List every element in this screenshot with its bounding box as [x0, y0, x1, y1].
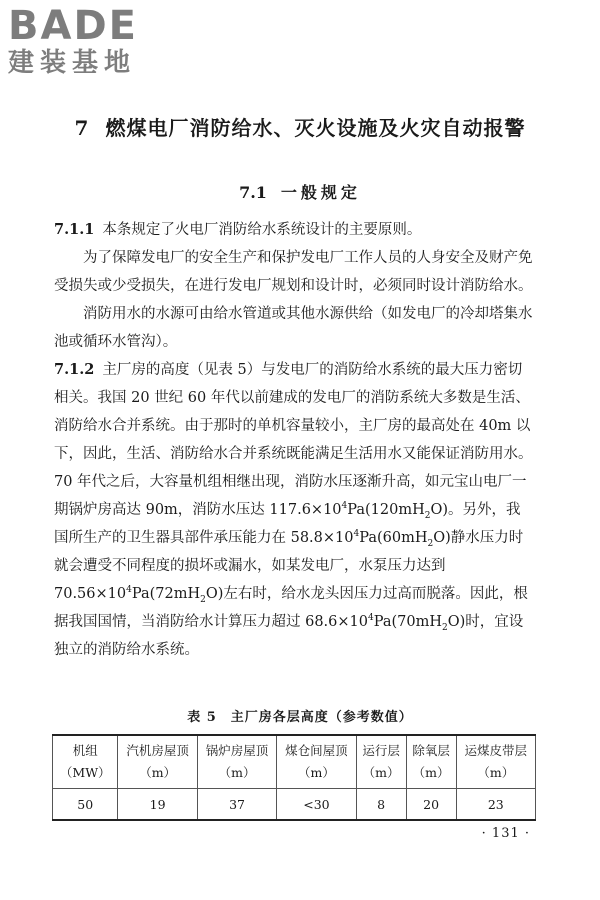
chapter-title: 燃煤电厂消防给水、灭火设施及火灾自动报警 — [105, 116, 526, 140]
column-header: 除氧层 （m） — [406, 735, 456, 789]
section-heading — [0, 180, 600, 203]
table-header-row — [53, 735, 536, 789]
table-cell: 19 — [118, 789, 197, 821]
publisher-logo — [8, 4, 138, 78]
logo-chinese: 建装基地 — [8, 48, 137, 78]
paragraph-text: Pa(72mH — [131, 586, 201, 602]
paragraph-text: 消防用水的水源可由给水管道或其他水源供给（如发电厂的冷却塔集水池或循环水管沟）。 — [54, 306, 533, 350]
paragraph — [54, 356, 534, 664]
superscript: 4 — [341, 501, 348, 512]
paragraph — [54, 244, 534, 300]
section-number: 7.1 — [239, 183, 267, 202]
paragraph-text: Pa(120mH — [347, 502, 425, 518]
column-header: 运煤皮带层 （m） — [456, 735, 535, 789]
building-height-table — [52, 734, 536, 821]
superscript: 4 — [368, 613, 374, 624]
paragraph-text: Pa(60mH — [359, 530, 428, 546]
paragraph — [54, 300, 534, 356]
table-cell: 50 — [53, 789, 118, 821]
paragraph-text: O)静水压力时就会遭受不同程度的损坏或漏水，如某发电厂，水泵压力达到 70.56×10 — [54, 530, 524, 602]
table-cell: 8 — [356, 789, 406, 821]
chapter-heading — [0, 112, 600, 141]
paragraph-text: 主厂房的高度（见表 5）与发电厂的消防给水系统的最大压力密切相关。我国 20 世纪 60 年代以前建成的发电厂的消防系统大多数是生活、消防给水合并系统。由于那时的单机容量较小，主厂房的最高处在 40m 以下，因此，生活、消防给水合并系统既能满足生活用水又能保证消防用水。70 年代之后，大容量机组相继出现，消防水压逐渐升高，如元宝山电厂一期锅炉房高达 90m，消防水压达 117.6×10 — [54, 362, 533, 518]
paragraph-text: O)。另外，我国所生产的卫生器具部件承压能力在 58.8×10 — [54, 502, 521, 546]
column-header: 汽机房屋顶 （m） — [118, 735, 197, 789]
section-title: 一般规定 — [280, 183, 361, 202]
column-header: 煤仓间屋顶 （m） — [277, 735, 356, 789]
column-header: 锅炉房屋顶 （m） — [197, 735, 276, 789]
paragraph — [54, 216, 534, 244]
paragraph-text: 本条规定了火电厂消防给水系统设计的主要原则。 — [102, 222, 422, 238]
column-header: 机组 （MW） — [53, 735, 118, 789]
paragraph-text: 为了保障发电厂的安全生产和保护发电厂工作人员的人身安全及财产免受损失或少受损失，在进行发电厂规划和设计时，必须同时设计消防给水。 — [54, 250, 533, 294]
clause-number: 7.1.2 — [54, 361, 95, 378]
paragraph-text: O)时，宜设独立的消防给水系统。 — [54, 614, 524, 658]
superscript: 4 — [353, 529, 360, 540]
table-cell: 23 — [456, 789, 535, 821]
superscript: 4 — [126, 585, 132, 596]
table-cell: 20 — [406, 789, 456, 821]
subscript: 2 — [200, 594, 206, 605]
chapter-number: 7 — [74, 116, 90, 140]
column-header: 运行层 （m） — [356, 735, 406, 789]
subscript: 2 — [442, 622, 448, 633]
subscript: 2 — [424, 510, 431, 521]
subscript: 2 — [427, 538, 434, 549]
logo-brand: BADE — [8, 3, 138, 49]
table-cell: <30 — [277, 789, 356, 821]
table-cell: 37 — [197, 789, 276, 821]
page-number: · 131 · — [481, 826, 530, 841]
paragraph-text: Pa(70mH — [373, 614, 442, 630]
paragraph-text: O)左右时，给水龙头因压力过高而脱落。因此，根据我国国情，当消防给水计算压力超过 68.6×10 — [54, 586, 528, 630]
clause-number: 7.1.1 — [54, 221, 95, 238]
body-text — [54, 216, 534, 664]
table-row — [53, 789, 536, 821]
table-container — [52, 734, 536, 821]
table-title: 表 5 主厂房各层高度（参考数值） — [187, 710, 413, 725]
